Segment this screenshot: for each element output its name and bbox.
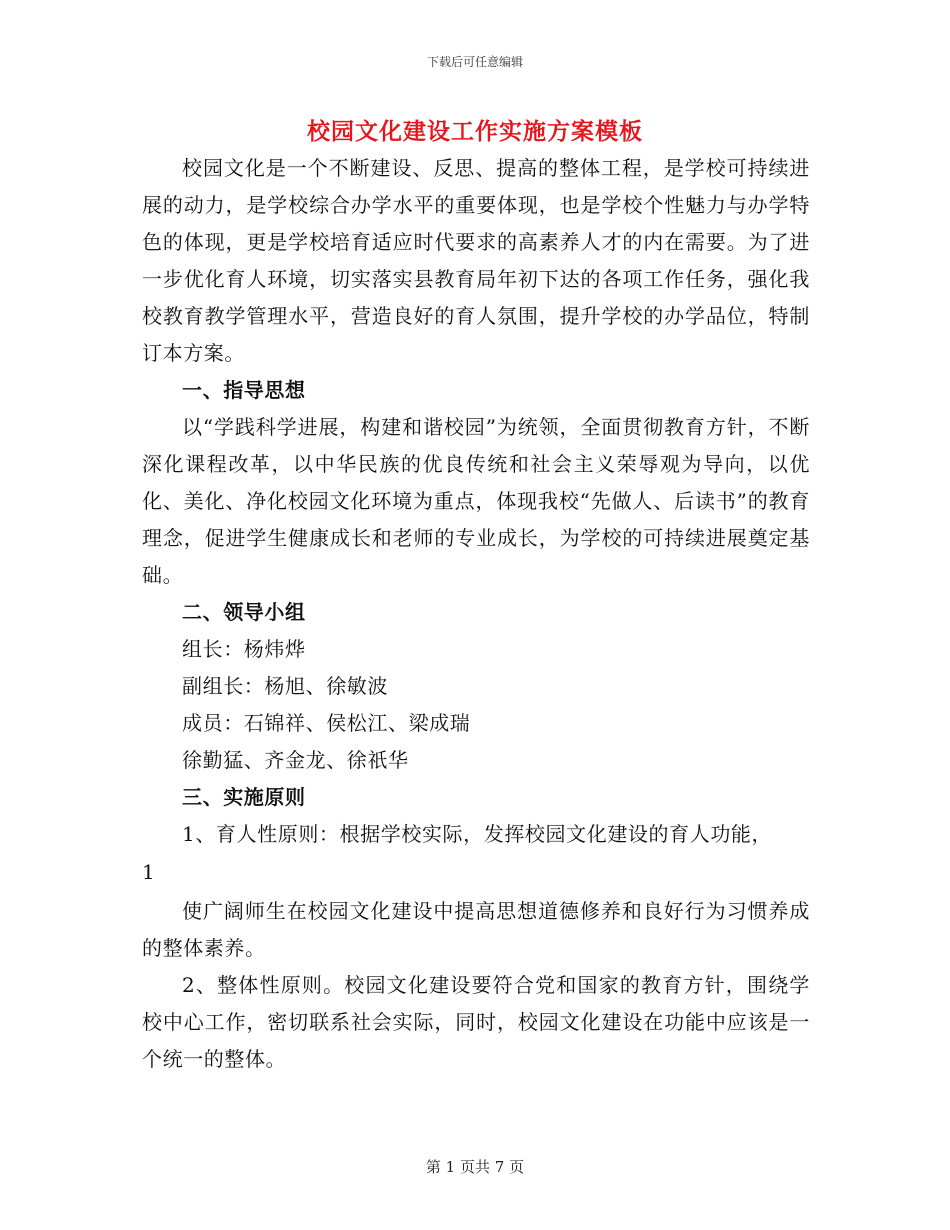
section-heading-guiding-thought: 一、指导思想 [182, 378, 306, 402]
intro-paragraph: 校园文化是一个不断建设、反思、提高的整体工程，是学校可持续进展的动力，是学校综合办学水平的重要体现，也是学校个性魅力与办学特色的体现，更是学校培育适应时代要求的高素养人才的内在需要。为了进一步优化育人环境，切实落实县教育局年初下达的各项工作任务，强化我校教育教学管理水平，营造良好的育人氛围，提升学校的办学品位，特制订本方案。 [142, 156, 810, 365]
deputy-line: 副组长：杨旭、徐敏波 [182, 674, 388, 698]
inner-page-marker: 1 [142, 860, 155, 884]
page-footer: 第 1 页共 7 页 [425, 1158, 525, 1176]
members-line-2: 徐勤猛、齐金龙、徐祇华 [182, 748, 409, 772]
members-line-1: 成员：石锦祥、侯松江、梁成瑞 [182, 711, 471, 735]
leader-line: 组长：杨炜烨 [182, 637, 306, 661]
section-heading-principles: 三、实施原则 [182, 785, 306, 809]
principle-1-continued: 使广阔师生在校园文化建设中提高思想道德修养和良好行为习惯养成的整体素养。 [142, 899, 810, 960]
document-title: 校园文化建设工作实施方案模板 [307, 118, 643, 145]
document-body-continued [142, 893, 810, 1078]
section-heading-leadership: 二、领导小组 [182, 600, 306, 624]
principle-2-paragraph: 2、整体性原则。校园文化建设要符合党和国家的教育方针，围绕学校中心工作，密切联系社会实际，同时，校园文化建设在功能中应该是一个统一的整体。 [142, 973, 810, 1071]
principle-1-start: 1、育人性原则：根据学校实际，发挥校园文化建设的育人功能， [182, 822, 773, 846]
guiding-thought-paragraph: 以“学践科学进展，构建和谐校园”为统领，全面贯彻教育方针，不断深化课程改革，以中华民族的优良传统和社会主义荣辱观为导向，以优化、美化、净化校园文化环境为重点，体现我校“先做人、后读书”的教育理念，促进学生健康成长和老师的专业成长，为学校的可持续进展奠定基础。 [142, 415, 810, 587]
header-note: 下载后可任意编辑 [426, 55, 523, 69]
document-body [142, 150, 810, 853]
